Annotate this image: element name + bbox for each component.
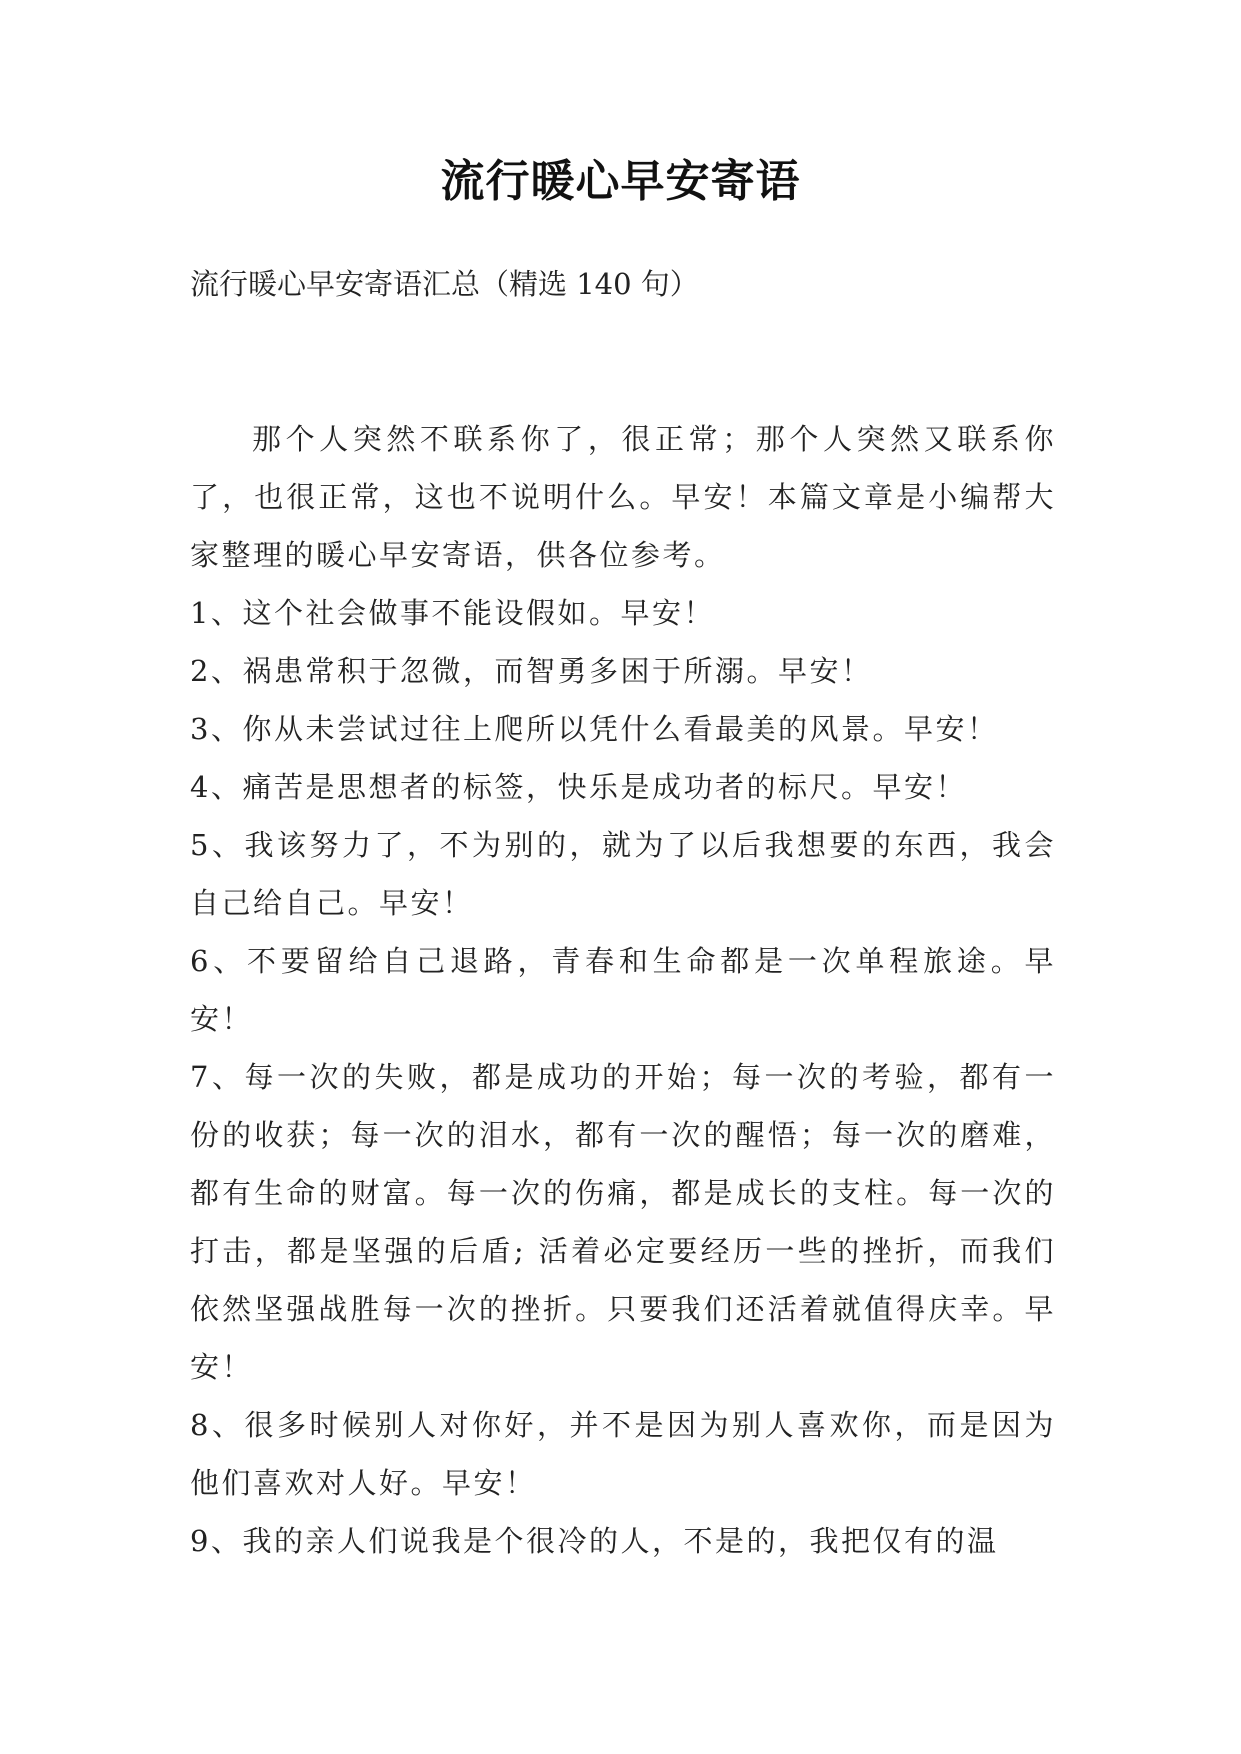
list-item: 6、不要留给自己退路，青春和生命都是一次单程旅途。早安！ [190, 944, 1056, 1036]
list-item: 9、我的亲人们说我是个很冷的人，不是的，我把仅有的温 [190, 1524, 999, 1558]
document-subtitle: 流行暖心早安寄语汇总（精选 140 句） [190, 267, 699, 301]
list-item: 5、我该努力了，不为别的，就为了以后我想要的东西，我会自己给自己。早安！ [190, 828, 1056, 920]
intro-paragraph: 那个人突然不联系你了，很正常；那个人突然又联系你了，也很正常，这也不说明什么。早安！本篇文章是小编帮大家整理的暖心早安寄语，供各位参考。 [190, 422, 1056, 572]
list-item: 8、很多时候别人对你好，并不是因为别人喜欢你，而是因为他们喜欢对人好。早安！ [190, 1408, 1056, 1500]
list-item: 4、痛苦是思想者的标签，快乐是成功者的标尺。早安！ [190, 770, 967, 804]
list-item: 3、你从未尝试过往上爬所以凭什么看最美的风景。早安！ [190, 712, 999, 746]
list-item: 1、这个社会做事不能设假如。早安！ [190, 596, 715, 630]
list-item: 2、祸患常积于忽微，而智勇多困于所溺。早安！ [190, 654, 873, 688]
document-body [190, 410, 1056, 1570]
list-item: 7、每一次的失败，都是成功的开始；每一次的考验，都有一份的收获；每一次的泪水，都有一次的醒悟；每一次的磨难，都有生命的财富。每一次的伤痛，都是成长的支柱。每一次的打击，都是坚强的后盾; 活着必定要经历一些的挫折，而我们依然坚强战胜每一次的挫折。只要我们还活着就值得庆幸。早安！ [190, 1060, 1056, 1384]
document-title: 流行暖心早安寄语 [440, 156, 801, 207]
